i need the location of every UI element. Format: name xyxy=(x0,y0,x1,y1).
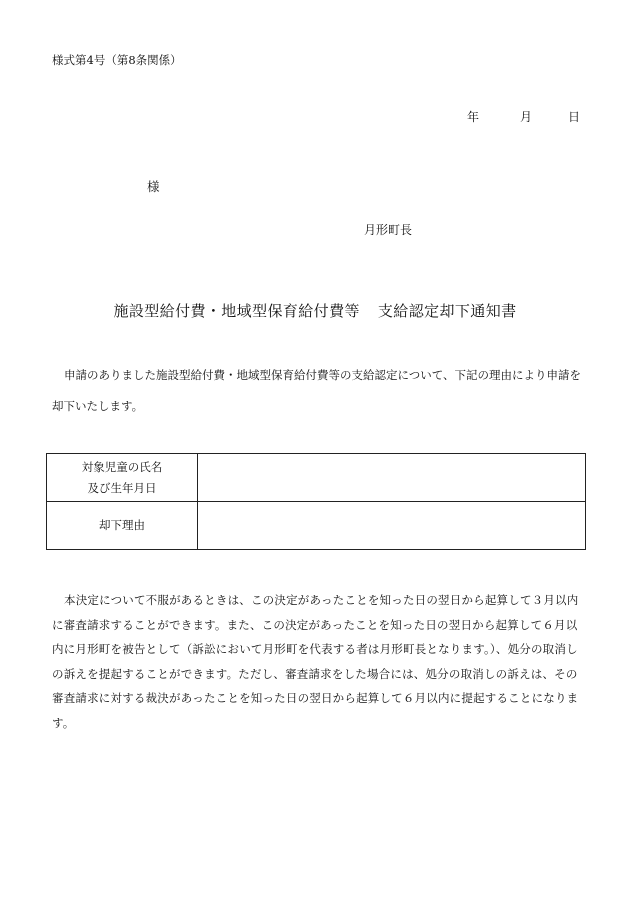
addressee-suffix: 様 xyxy=(147,179,160,194)
child-name-birthdate-label xyxy=(47,454,198,502)
form-number: 様式第4号（第8条関係） xyxy=(52,53,182,67)
rejection-reason-label: 却下理由 xyxy=(47,502,198,550)
child-name-label-line1: 対象児童の氏名 xyxy=(81,459,163,474)
document-title xyxy=(0,300,630,321)
date-year-label: 年 xyxy=(467,110,480,124)
intro-paragraph-text: 申請のありました施設型給付費・地域型保育給付費等の支給認定について、下記の理由により申請を却下いたします。 xyxy=(52,368,582,413)
intro-paragraph xyxy=(52,360,582,422)
child-name-birthdate-value xyxy=(198,454,586,502)
sender-name: 月形町長 xyxy=(364,223,413,237)
rejection-reason-value xyxy=(198,502,586,550)
date-day-label: 日 xyxy=(568,110,581,124)
document-title-part2: 支給認定却下通知書 xyxy=(377,302,517,320)
table-row-child xyxy=(47,454,586,502)
child-name-label-line2: 及び生年月日 xyxy=(87,480,157,495)
date-month-label: 月 xyxy=(520,110,533,124)
appeal-paragraph: 本決定について不服があるときは、この決定があったことを知った日の翌日から起算して３月以内に審査請求することができます。また、この決定があったことを知った日の翌日から起算して６月以内に月形町を被告として（訴訟において月形町を代表する者は月形町長となります。）、処分の取消しの訴えを提起することができます。ただし、審査請求をした場合には、処分の取消しの訴えは、その審査請求に対する裁決があったことを知った日の翌日から起算して６月以内に提起することになります。 xyxy=(52,593,579,730)
table-row-reason xyxy=(47,502,586,550)
details-table xyxy=(46,453,586,550)
document-title-part1: 施設型給付費・地域型保育給付費等 xyxy=(113,302,360,320)
